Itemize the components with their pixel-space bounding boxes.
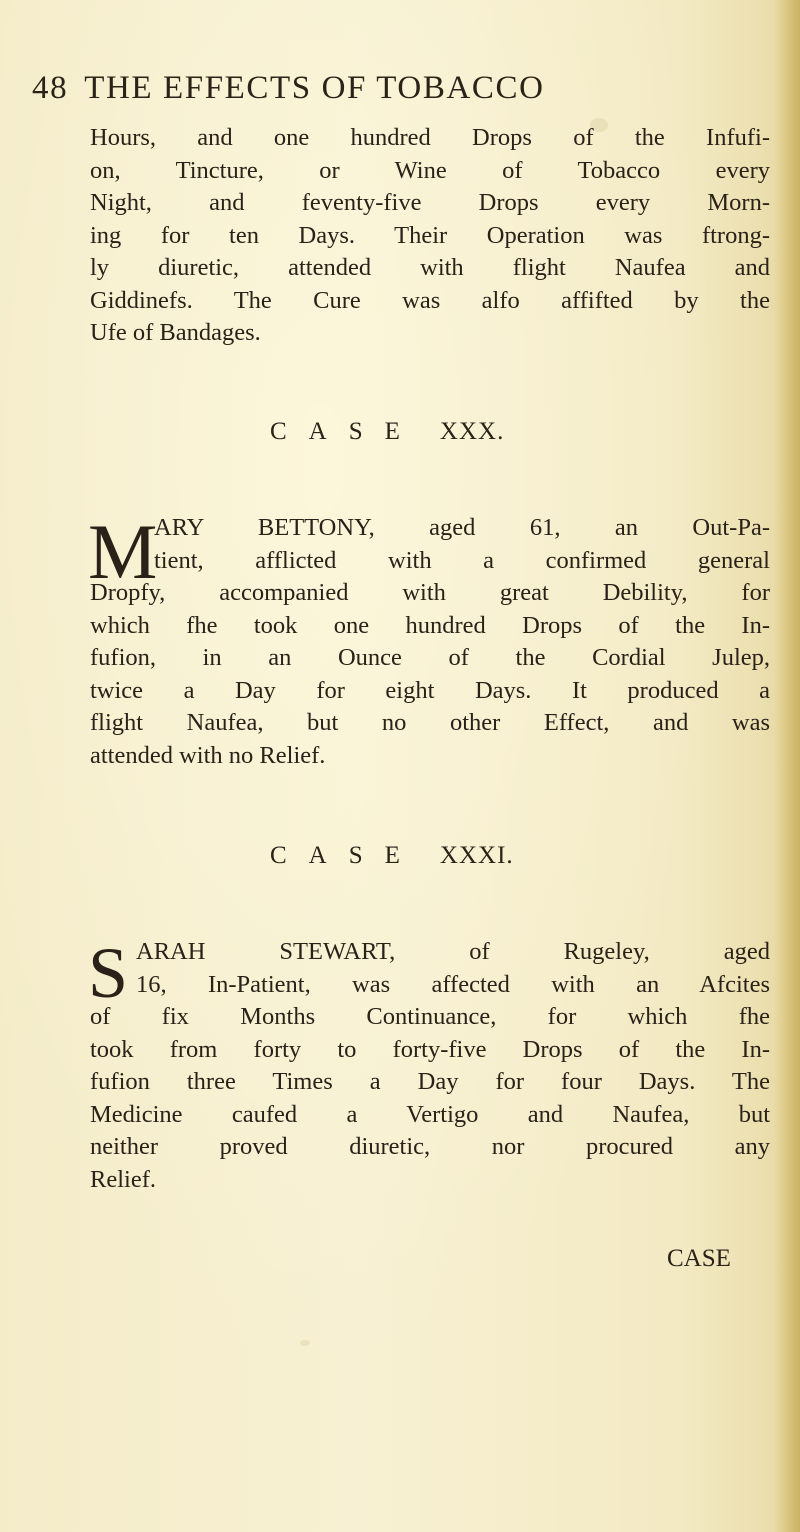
text-line: Giddinefs. The Cure was alfo affifted by the bbox=[90, 286, 770, 314]
text-line: neither proved diuretic, nor procured any bbox=[90, 1133, 770, 1160]
paper-stain bbox=[300, 1340, 310, 1346]
page-edge-shadow bbox=[774, 0, 800, 1532]
text-line: ly diuretic, attended with flight Naufea and bbox=[90, 254, 770, 281]
catchword: CASE bbox=[667, 1245, 731, 1272]
case-xxxi-paragraph bbox=[88, 933, 770, 1196]
case-word: CASE bbox=[270, 842, 422, 869]
intro-paragraph bbox=[90, 122, 770, 350]
text-line: Night, and feventy-five Drops every Morn- bbox=[90, 189, 770, 216]
text-line: Ufe of Bandages. bbox=[90, 319, 261, 346]
text-line: tient, afflicted with a confirmed general bbox=[154, 546, 770, 574]
text-line: ARAH STEWART, of Rugeley, aged bbox=[136, 938, 770, 965]
case-number: XXXI. bbox=[439, 842, 514, 869]
drop-cap-m: M bbox=[88, 508, 158, 595]
text-line: Relief. bbox=[90, 1165, 156, 1193]
running-header bbox=[32, 70, 732, 120]
case-xxx-heading bbox=[270, 418, 504, 446]
text-line: attended with no Relief. bbox=[90, 741, 326, 769]
running-title: THE EFFECTS OF TOBACCO bbox=[84, 70, 545, 106]
drop-cap-s: S bbox=[88, 933, 129, 1013]
text-line: Hours, and one hundred Drops of the Infufi- bbox=[90, 124, 770, 151]
text-line: Medicine caufed a Vertigo and Naufea, but bbox=[90, 1100, 770, 1128]
case-number: XXX. bbox=[439, 418, 505, 445]
text-line: ing for ten Days. Their Operation was ftrong- bbox=[90, 221, 770, 249]
text-line: fufion, in an Ounce of the Cordial Julep, bbox=[90, 644, 770, 671]
text-line: on, Tincture, or Wine of Tobacco every bbox=[90, 156, 770, 184]
text-line: of fix Months Continuance, for which fhe bbox=[90, 1003, 770, 1030]
case-word: CASE bbox=[270, 418, 422, 445]
text-line: twice a Day for eight Days. It produced a bbox=[90, 676, 770, 704]
text-line: flight Naufea, but no other Effect, and was bbox=[90, 709, 770, 736]
text-line: which fhe took one hundred Drops of the In- bbox=[90, 611, 770, 639]
case-xxx-paragraph bbox=[88, 508, 770, 772]
text-line: took from forty to forty-five Drops of the In- bbox=[90, 1035, 770, 1063]
text-line: 16, In-Patient, was affected with an Afcites bbox=[136, 970, 770, 998]
text-line: fufion three Times a Day for four Days. The bbox=[90, 1068, 770, 1095]
text-line: Dropfy, accompanied with great Debility, for bbox=[90, 579, 770, 606]
case-xxxi-heading bbox=[270, 842, 514, 870]
page-number: 48 bbox=[32, 70, 69, 106]
text-line: ARY BETTONY, aged 61, an Out-Pa- bbox=[154, 514, 770, 541]
